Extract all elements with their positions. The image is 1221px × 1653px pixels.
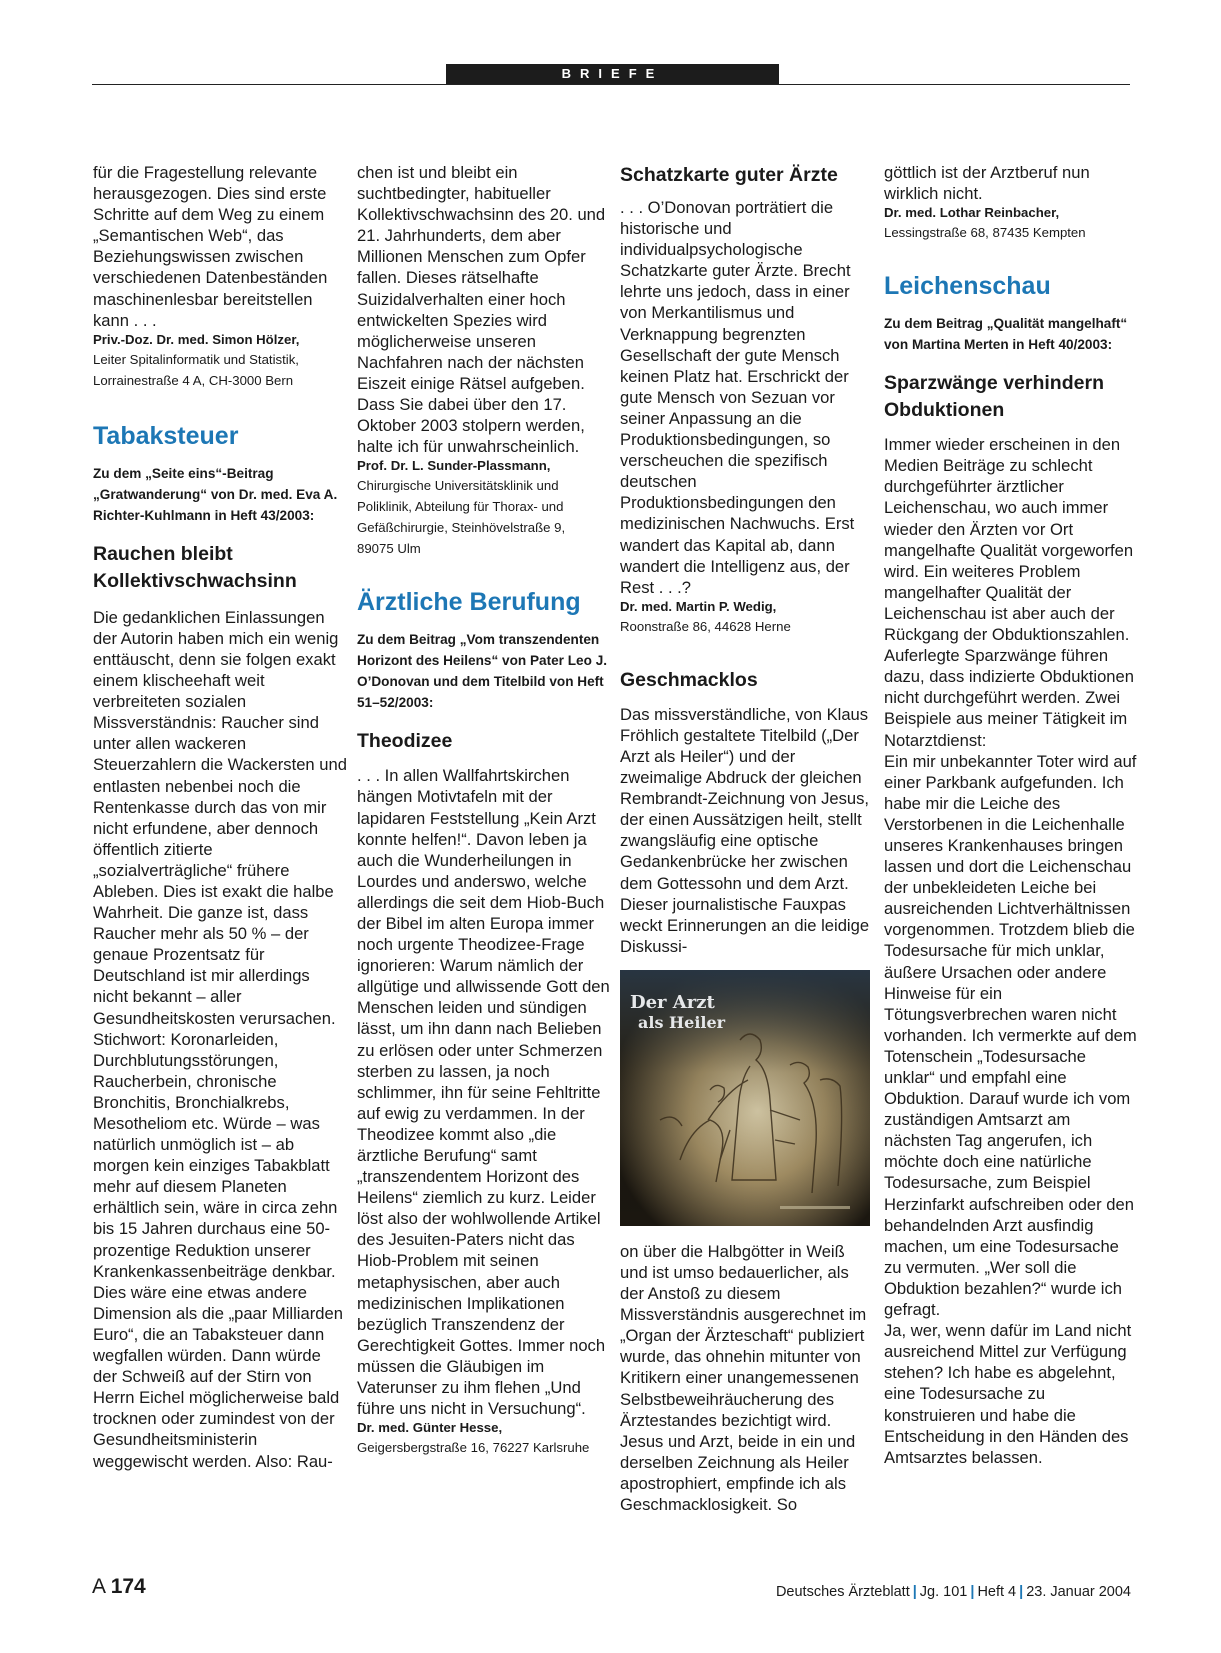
letter-continuation: für die Fragestellung relevante herausgezogen. Dies sind erste Schritte auf dem Weg zu einem „Semantischen Web“, das Beziehungswissen zwischen verschiedenen Datenbeständen maschinenlesbar bereitstellen kann . . . xyxy=(93,163,328,330)
letter-body: on über die Halbgötter in Weiß und ist umso bedauerlicher, als der Anstoß zu diesem Missverständnis ausgerechnet im „Organ der Ärzteschaft“ publiziert wurde, das ohnehin mitunter von Kritikern einer unangemessenen Selbstbeweihräucherung des Ärztestandes bezichtigt wird. Jesus und Arzt, beide in ein und derselben Zeichnung als Heiler apostrophiert, empfinde ich als Geschmacklosigkeit. So xyxy=(620,1241,867,1515)
letter-body: Immer wieder erscheinen in den Medien Beiträge zu schlecht durchgeführter ärztlicher Leichenschau, wo auch immer wieder den Ärzten vor Ort mangelhafte Qualität vorgeworfen wird. Ein weiteres Problem mangelhafter Qualität der Leichenschau ist aber auch der Rückgang der Obduktionszahlen. Auferlegte Sparzwänge führen dazu, dass indizierte Obduktionen nicht durchgeführt werden. Zwei Beispiele aus meiner Tätigkeit im Notarztdienst: xyxy=(884,435,1134,750)
author-address: Lessingstraße 68, 87435 Kempten xyxy=(884,225,1086,241)
column-1 xyxy=(93,162,348,1472)
letter-continuation: göttlich ist der Arztberuf nun wirklich nicht. xyxy=(884,163,1090,204)
header-rule xyxy=(92,84,1130,85)
footer-separator: | xyxy=(1019,1584,1024,1600)
author-address: Roonstraße 86, 44628 Herne xyxy=(620,618,791,634)
letter-title: Theodizee xyxy=(357,730,453,753)
letter-body: . . . O’Donovan porträtiert die historische und individualpsychologische Schatzkarte guter Ärzte. Brecht lehrte uns jedoch, dass in einer von Merkantilismus und Verknappung begrenzten Gesellschaft der gute Mensch keinen Platz hat. Erschrickt der gute Mensch von Sezuan vor seiner Anpassung an die Produktionsbedingungen, so verscheuchen die spezifisch deutschen Produktionsbedingungen den medizinischen Nachwuchs. Erst wandert das Kapital ab, dann wandert die Intelligenz aus, der Rest . . .? xyxy=(620,198,855,597)
cover-image-der-arzt-als-heiler xyxy=(620,970,870,1226)
page-number xyxy=(92,1575,146,1599)
author-name: Dr. med. Günter Hesse, xyxy=(357,1420,503,1436)
journal-footer xyxy=(776,1584,1131,1600)
journal-issue: Heft 4 xyxy=(977,1584,1017,1600)
author-name: Dr. med. Lothar Reinbacher, xyxy=(884,205,1060,221)
letter-title: Schatzkarte guter Ärzte xyxy=(620,164,838,186)
article-reference: Zu dem Beitrag „Qualität mangelhaft“ von Martina Merten in Heft 40/2003: xyxy=(884,316,1128,353)
author-address: Gefäßchirurgie, Steinhövelstraße 9, xyxy=(357,520,566,536)
section-label: BRIEFE xyxy=(446,64,779,84)
footer-separator: | xyxy=(912,1584,917,1600)
letter-body: Die gedanklichen Einlassungen der Autorin haben mich ein wenig enttäuscht, denn sie folgen exakt einem klischeehaft weit verbreiteten sozialen Missverständnis: Raucher sind unter allen wackeren Steuerzahlern die Wackersten und entlasten nebenbei noch die Rentenkasse durch das von mir nicht erfundene, aber dennoch öffentlich zitierte „sozialverträgliche“ frühere Ableben. Dies ist exakt die halbe Wahrheit. Die ganze ist, dass Raucher mehr als 50 % – der genaue Prozentsatz für Deutschland ist mir allerdings nicht bekannt – aller Gesundheitskosten verursachen. Stichwort: Koronarleiden, Durchblutungsstörungen, Raucherbein, chronische Bronchitis, Bronchialkrebs, Mesotheliom etc. Würde – was natürlich unmöglich ist – ab morgen kein einziges Tabakblatt mehr auf diesem Planeten erhältlich sein, wäre in circa zehn bis 15 Jahren durchaus eine 50-prozentige Reduktion unserer Krankenkassenbeiträge denkbar. Dies wäre eine etwas andere Dimension als die „paar Milliarden Euro“, die an Tabaksteuer dann wegfallen würden. Dann würde der Schweiß auf der Stirn von Herrn Eichel möglicherweise bald trocknen oder zumindest von der Gesundheitsministerin weggewischt werden. Also: Rau- xyxy=(93,607,347,1471)
letter-body: Ein mir unbekannter Toter wird auf einer Parkbank aufgefunden. Ich habe mir die Leiche des Verstorbenen in die Leichenhalle unseres Krankenhauses bringen lassen und dort die Leichenschau der unbekleideten Leiche bei ausreichenden Lichtverhältnissen vorgenommen. Trotzdem blieb die Todesursache für mich unklar, äußere Ursachen oder andere Hinweise für ein Tötungsverbrechen waren nicht vorhanden. Ich vermerkte auf dem Totenschein „Todesursache unklar“ und empfahl eine Obduktion. Darauf wurde ich vom zuständigen Amtsarzt am nächsten Tag angerufen, ich möchte doch eine natürliche Todesursache, zum Beispiel Herzinfarkt aufschreiben oder den behandelnden Arzt ausfindig machen, um eine Todesursache zu vermuten. „Wer soll die Obduktion bezahlen?“ wurde ich gefragt. xyxy=(884,751,1137,1320)
author-address: Geigersbergstraße 16, 76227 Karlsruhe xyxy=(357,1440,590,1456)
section-heading: Ärztliche Berufung xyxy=(357,588,581,617)
journal-volume: Jg. 101 xyxy=(919,1584,968,1600)
author-name: Dr. med. Martin P. Wedig, xyxy=(620,598,777,614)
letter-body: . . . In allen Wallfahrtskirchen hängen Motivtafeln mit der lapidaren Feststellung „Kein Arzt konnte helfen!“. Davon leben ja auch die Wunderheilungen in Lourdes und anderswo, welche allerdings die seit dem Hiob-Buch der Bibel im alten Europa immer noch urgente Theodizee-Frage ignorieren: Warum nämlich der allgütige und allwissende Gott den Menschen leiden und sündigen lässt, um ihn dann nach Belieben zu erlösen oder unter Schmerzen sterben zu lassen, ja noch schlimmer, ihn für seine Fehltritte auf ewig zu verdammen. In der Theodizee kommt also „die ärztliche Berufung“ samt „transzendentem Horizont des Heilens“ ziemlich zu kurz. Leider löst also der wohlwollende Artikel des Jesuiten-Paters nicht das Hiob-Problem mit seinen metaphysischen, aber auch medizinischen Implikationen bezüglich Transzendenz der Gerechtigkeit Gottes. Immer noch müssen die Gläubigen im Vaterunser zu ihm flehen „Und führe uns nicht in Versuchung“. xyxy=(357,766,610,1419)
journal-name: Deutsches Ärzteblatt xyxy=(775,1584,910,1600)
author-address: Poliklinik, Abteilung für Thorax- und xyxy=(357,499,564,515)
column-3 xyxy=(620,162,875,1515)
letter-title: Rauchen bleibt Kollektivschwachsinn xyxy=(93,542,297,592)
cover-title-line1: Der Arzt xyxy=(630,991,715,1013)
author-name: Priv.-Doz. Dr. med. Simon Hölzer, xyxy=(93,331,300,347)
footer-separator: | xyxy=(970,1584,975,1600)
author-address: Leiter Spitalinformatik und Statistik, xyxy=(93,351,299,367)
letter-body: Ja, wer, wenn dafür im Land nicht ausreichend Mittel zur Verfügung stehen? Ich habe es abgelehnt, eine Todesursache zu konstruieren und habe die Entscheidung in den Händen des Amtsarztes belassen. xyxy=(884,1321,1132,1467)
letter-body: Das missverständliche, von Klaus Fröhlich gestaltete Titelbild („Der Arzt als Heiler“) und der zweimalige Abdruck der gleichen Rembrandt-Zeichnung von Jesus, der einen Aussätzigen heilt, stellt zwangsläufig eine optische Gedankenbrücke her zwischen dem Gottessohn und dem Arzt. Dieser journalistische Fauxpas weckt Erinnerungen an die leidige Diskussi- xyxy=(620,704,870,956)
page-number-value: 174 xyxy=(110,1575,146,1598)
author-address: Lorrainestraße 4 A, CH-3000 Bern xyxy=(93,372,294,388)
cover-title-line2: als Heiler xyxy=(638,1012,726,1032)
author-name: Prof. Dr. L. Sunder-Plassmann, xyxy=(357,458,551,474)
journal-date: 23. Januar 2004 xyxy=(1026,1584,1131,1600)
section-heading: Tabaksteuer xyxy=(93,421,239,450)
article-reference: Zu dem „Seite eins“-Beitrag „Gratwanderung“ von Dr. med. Eva A. Richter-Kuhlmann in Heft 43/2003: xyxy=(93,465,338,523)
cover-illustration xyxy=(620,970,870,1226)
author-address: 89075 Ulm xyxy=(357,541,421,557)
section-heading: Leichenschau xyxy=(884,272,1051,301)
article-reference: Zu dem Beitrag „Vom transzendenten Horizont des Heilens“ von Pater Leo J. O’Donovan und dem Titelbild von Heft 51–52/2003: xyxy=(357,632,608,711)
letter-title: Geschmacklos xyxy=(620,668,758,691)
author-address: Chirurgische Universitätsklinik und xyxy=(357,478,559,494)
letter-title: Sparzwänge verhindern Obduktionen xyxy=(884,372,1104,422)
column-4 xyxy=(884,162,1139,1468)
letter-continuation: chen ist und bleibt ein suchtbedingter, habitueller Kollektivschwachsinn des 20. und 21. Jahrhunderts, dem aber Millionen Menschen zum Opfer fallen. Dieses rätselhafte Suizidalverhalten einer hoch entwickelten Spezies wird möglicherweise unseren Nachfahren nach der nächsten Eiszeit einige Rätsel aufgeben. Dass Sie dabei über den 17. Oktober 2003 stolpern werden, halte ich für unwahrscheinlich. xyxy=(357,163,606,457)
column-2 xyxy=(357,162,612,1458)
page-prefix: A xyxy=(92,1575,105,1598)
